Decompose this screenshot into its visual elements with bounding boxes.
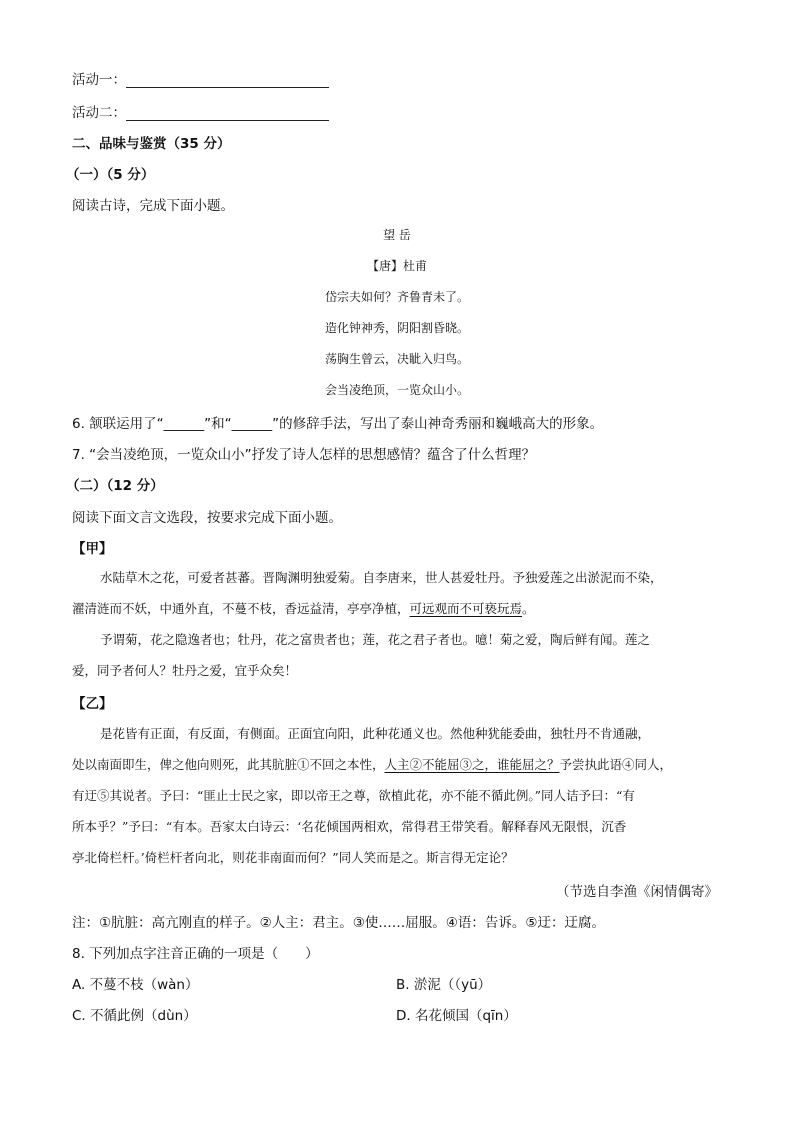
poem-line: 会当凌绝顶，一览众山小。 [324, 383, 469, 397]
question-7: 7. “会当凌绝顶，一览众山小”抒发了诗人怎样的思想感情？蕴含了什么哲理？ [72, 447, 536, 463]
poem-line: 造化钟神秀，阴阳割昏晓。 [324, 321, 469, 335]
question-8-stem: 8. 下列加点字注音正确的一项是（ ） [72, 946, 319, 962]
activity-1-line [72, 68, 329, 88]
option-b[interactable]: B. 淤泥（（yū） [396, 977, 492, 993]
passage-jia-line: 予谓菊，花之隐逸者也；牡丹，花之富贵者也；莲，花之君子者也。噫！菊之爱，陶后鲜有闻。莲之 [100, 632, 651, 647]
passage-yi-line: 所本乎？”予曰：“有本。吾家太白诗云：‘名花倾国两相欢，常得君王带笑看。解释春风无限恨，沉香 [72, 819, 627, 834]
passage-jia-line [72, 599, 535, 617]
passage-yi-text: 处以南面即生，俾之他向则死，此其肮脏①不回之本性， [72, 757, 385, 772]
passage-yi-line: 亭北倚栏杆。’倚栏杆者向北，则花非南面而何？”同人笑而是之。斯言得无定论？ [72, 850, 514, 865]
activity-2-line [72, 101, 329, 121]
question-6: 6. 颔联运用了“______”和“______”的修辞手法，写出了泰山神奇秀丽和巍峨高大的形象。 [72, 416, 604, 432]
poem-author: 【唐】杜甫 [366, 259, 427, 273]
passage-yi-line [72, 755, 672, 773]
passage-yi-line: 是花皆有正面，有反面，有侧面。正面宜向阳，此种花通义也。然他种犹能委曲，独牡丹不肯通融， [100, 726, 651, 741]
activity-2-label: 活动二： [72, 105, 126, 121]
part-2-heading: （二）（12 分） [66, 478, 164, 494]
passage-jia-line: 爱，同予者何人？牡丹之爱，宜乎众矣！ [72, 663, 298, 678]
instruction-1: 阅读古诗，完成下面小题。 [72, 198, 234, 214]
option-c[interactable]: C. 不循此例（dùn） [72, 1008, 197, 1024]
passage-yi-label: 【乙】 [72, 696, 113, 712]
option-a[interactable]: A. 不蔓不枝（wàn） [72, 977, 199, 993]
poem-title: 望 岳 [383, 228, 411, 242]
poem-line: 岱宗夫如何？齐鲁青未了。 [324, 290, 469, 304]
passage-yi-line: 有迂⑤其说者。予曰：“匪止士民之家，即以帝王之尊，欲植此花，亦不能不循此例。”同人诘予曰：“有 [72, 788, 635, 803]
passage-jia-text: 。 [522, 601, 535, 616]
passage-jia-line: 水陆草木之花，可爱者甚蕃。晋陶渊明独爱菊。自李唐来，世人甚爱牡丹。予独爱莲之出淤泥而不染， [100, 570, 663, 585]
passage-jia-label: 【甲】 [72, 541, 113, 557]
passage-jia-text: 濯清涟而不妖，中通外直，不蔓不枝，香远益清，亭亭净植， [72, 601, 410, 616]
section-title: 二、品味与鉴赏（35 分） [72, 136, 231, 152]
option-d[interactable]: D. 名花倾国（qīn） [396, 1008, 517, 1024]
notes: 注：①肮脏：高亢刚直的样子。②人主：君主。③使……屈服。④语：告诉。⑤迂：迂腐。 [72, 915, 606, 931]
passage-yi-text: 予尝执此语④同人， [559, 757, 673, 772]
passage-source: （节选自李渔《闲情偶寄》 [556, 884, 718, 900]
part-1-heading: （一）（5 分） [66, 167, 155, 183]
passage-yi-underlined-text: 人主②不能屈③之，谁能屈之？ [384, 757, 560, 772]
activity-1-label: 活动一： [72, 72, 126, 88]
instruction-2: 阅读下面文言文选段，按要求完成下面小题。 [72, 510, 342, 526]
activity-1-blank[interactable] [126, 73, 329, 88]
poem-line: 荡胸生曾云，决眦入归鸟。 [324, 352, 469, 366]
passage-jia-underlined-text: 可远观而不可亵玩焉 [409, 601, 523, 616]
activity-2-blank[interactable] [126, 106, 329, 121]
